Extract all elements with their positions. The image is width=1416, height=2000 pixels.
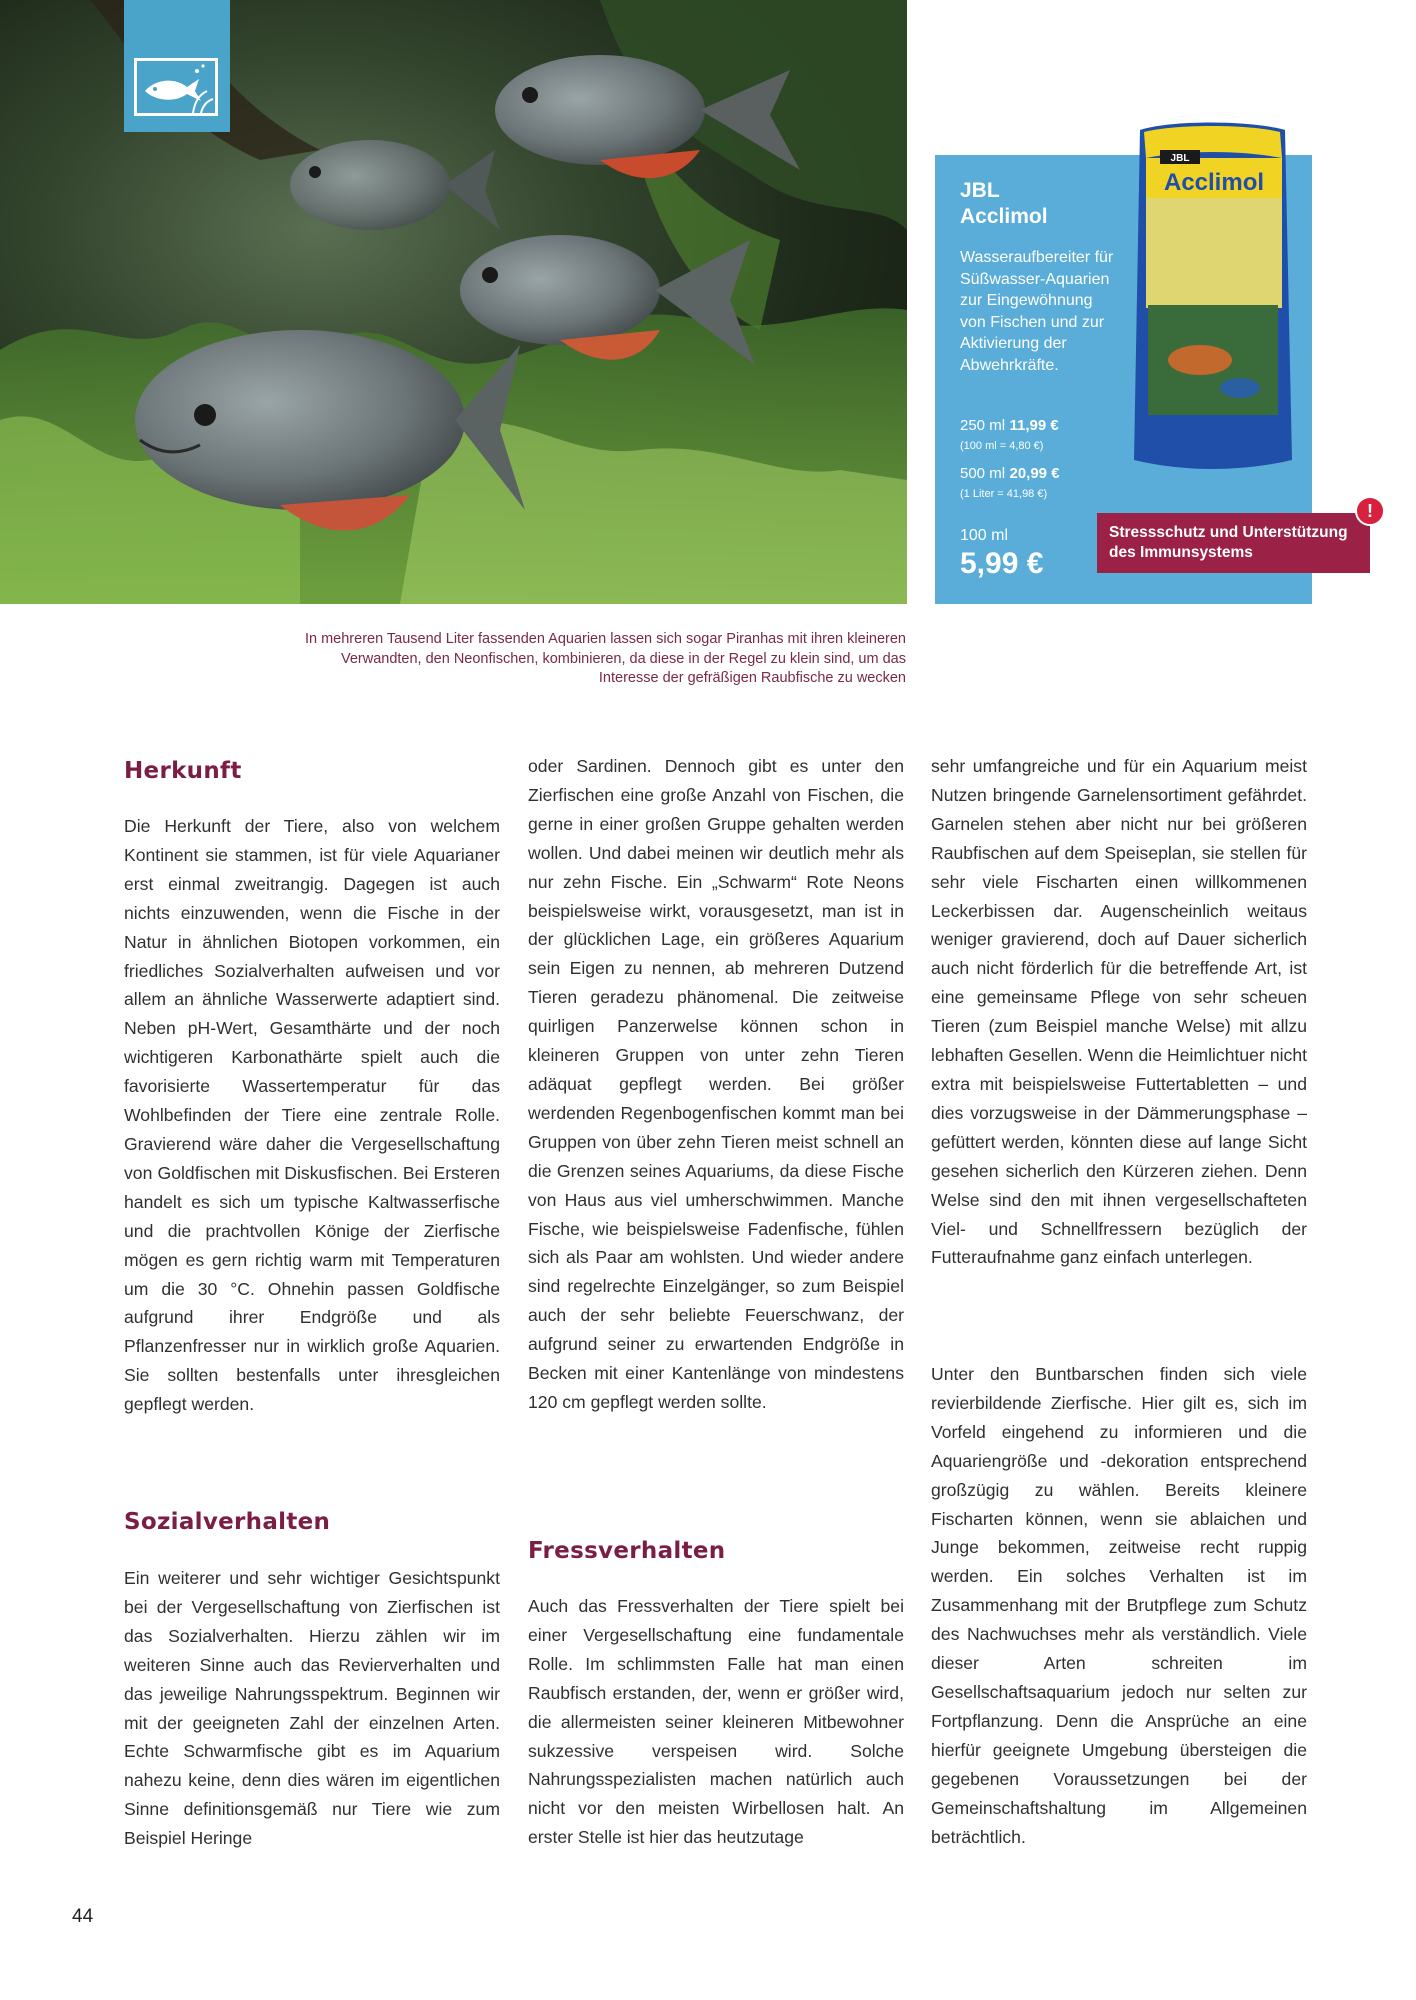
product-name: Acclimol	[960, 205, 1048, 228]
featured-price: 5,99 €	[960, 547, 1044, 580]
callout-text: Stressschutz und Unterstützung des Immunsystems	[1109, 524, 1348, 561]
bottle-brand: JBL	[1170, 153, 1190, 164]
callout-banner	[1097, 513, 1370, 573]
product-brand: JBL	[960, 179, 1000, 202]
price-size: 500 ml	[960, 465, 1006, 482]
product-bottle	[1130, 120, 1295, 470]
paragraph: Auch das Fressverhalten der Tiere spielt bei einer Vergesellschaftung eine fundamentale Rolle. Im schlimmsten Falle hat man einen Raubfisch erstanden, der, wenn er größer wird, die allermeisten seiner kleineren Mitbewohner sukzessive verspeisen wird. Solche Nahrungsspezialisten machen natürlich auch nicht vor den meisten Wirbellosen halt. An erster Stelle ist hier das heutzutage	[528, 1596, 904, 1848]
photo-caption: In mehreren Tausend Liter fassenden Aquarien lassen sich sogar Piranhas mit ihren kleineren Verwandten, den Neonfischen, kombinieren, da diese in der Regel zu klein sind, um das Interesse der gefräßigen Raubfische zu wecken	[304, 631, 906, 686]
paragraph: Ein weiterer und sehr wichtiger Gesichtspunkt bei der Vergesellschaftung von Zierfischen ist das Sozialverhalten. Hierzu zählen wir im weiteren Sinne auch das Revierverhalten und das jeweilige Nahrungsspektrum. Beginnen wir mit der geeigneten Zahl der einzelnen Arten. Echte Schwarmfische gibt es im Aquarium nahezu keine, denn dies wären im eigentlichen Sinne definitionsgemäß nur Tiere wie zum Beispiel Heringe	[124, 1568, 500, 1849]
fish-frame	[134, 58, 218, 116]
price-value: 20,99 €	[1009, 465, 1060, 482]
column-1-text-b	[124, 1564, 500, 1853]
heading-herkunft: Herkunft	[124, 758, 242, 784]
page-number: 44	[72, 1906, 94, 1927]
paragraph: Die Herkunft der Tiere, also von welchem Kontinent sie stammen, ist für viele Aquarianer erst einmal zweitrangig. Dagegen ist auch nichts einzuwenden, wenn die Fische in der Natur in ähnlichen Biotopen vorkommen, ein friedliches Sozialverhalten aufweisen und vor allem an ähnliche Wasserwerte adaptiert sind. Neben pH-Wert, Gesamthärte und der noch wichtigeren Karbonathärte spielt auch die favorisierte Wassertemperatur für das Wohlbefinden der Tiere eine zentrale Rolle. Gravierend wäre daher die Vergesellschaftung von Goldfischen mit Diskusfischen. Bei Ersteren handelt es sich um typische Kaltwasserfische und die prachtvollen Könige der Zierfische mögen es gern richtig warm mit Temperaturen um die 30 °C. Ohnehin passen Goldfische aufgrund ihrer Endgröße und als Pflanzenfresser nur in wirklich große Aquarien. Sie sollten bestenfalls unter ihresgleichen gepflegt werden.	[124, 816, 500, 1415]
heading-fressverhalten: Fressverhalten	[528, 1538, 726, 1564]
column-3-text-b	[931, 1360, 1307, 1851]
product-description: Wasseraufbereiter für Süßwasser-Aquarien zur Eingewöhnung von Fischen und zur Aktivierung der Abwehrkräfte.	[960, 249, 1114, 374]
paragraph: Unter den Buntbarschen finden sich viele revierbildende Zierfische. Hier gilt es, sich im Vorfeld eingehend zu informieren und die Aquariengröße und -dekoration entsprechend großzügig zu wählen. Bereits kleinere Fischarten können, wenn sie ablaichen und Junge bekommen, zeitweise recht ruppig werden. Ein solches Verhalten ist im Zusammenhang mit der Brutpflege zum Schutz des Nachwuchses mehr als verständlich. Viele dieser Arten schreiten im Gesellschaftsaquarium jedoch nur selten zur Fortpflanzung. Denn die Ansprüche an eine hierfür geeignete Umgebung übersteigen die gegebenen Voraussetzungen bei der Gemeinschaftshaltung im Allgemeinen beträchtlich.	[931, 1364, 1307, 1847]
featured-size: 100 ml	[960, 527, 1009, 544]
column-2-text-a	[528, 752, 904, 1417]
fish-icon	[137, 61, 215, 113]
column-1-text-a	[124, 812, 500, 1419]
price-row	[960, 417, 1059, 435]
price-unit: (1 Liter = 41,98 €)	[960, 488, 1048, 500]
paragraph: sehr umfangreiche und für ein Aquarium meist Nutzen bringende Garnelensortiment gefährdet. Garnelen stehen aber nicht nur bei größeren Raubfischen auf dem Speiseplan, sie stellen für sehr viele Fischarten einen willkommenen Leckerbissen dar. Augenscheinlich weitaus weniger gravierend, doch auf Dauer sicherlich auch nicht förderlich für die betreffende Art, ist eine gemeinsame Pflege von sehr scheuen Tieren (zum Beispiel manche Welse) mit allzu lebhaften Gesellen. Wenn die Heimlichtuer nicht extra mit beispielsweise Futtertabletten – und dies vorzugsweise in der Dämmerungsphase – gefüttert werden, könnten diese auf lange Sicht gesehen sicherlich den Kürzeren ziehen. Denn Welse sind den mit ihnen vergesellschafteten Viel- und Schnellfressern bezüglich der Futteraufnahme ganz einfach unterlegen.	[931, 756, 1307, 1268]
bottle-name: Acclimol	[1163, 169, 1265, 196]
heading-sozialverhalten: Sozialverhalten	[124, 1509, 331, 1535]
column-2-text-b	[528, 1592, 904, 1852]
price-size: 250 ml	[960, 417, 1006, 434]
fish-category-badge	[124, 0, 230, 132]
price-value: 11,99 €	[1009, 417, 1059, 434]
price-unit: (100 ml = 4,80 €)	[960, 440, 1044, 452]
price-row	[960, 465, 1060, 483]
paragraph: oder Sardinen. Dennoch gibt es unter den Zierfischen eine große Anzahl von Fischen, die gerne in einer großen Gruppe gehalten werden wollen. Und dabei meinen wir deutlich mehr als nur zehn Fische. Ein „Schwarm“ Rote Neons beispielsweise wirkt, vorausgesetzt, man ist in der glücklichen Lage, ein größeres Aquarium sein Eigen zu nennen, ab mehreren Dutzend Tieren geradezu phänomenal. Die zeitweise quirligen Panzerwelse können schon in kleineren Gruppen von unter zehn Tieren adäquat gepflegt werden. Bei größer werdenden Regenbogenfischen kommt man bei Gruppen von über zehn Tieren meist schnell an die Grenzen seines Aquariums, da diese Fische von Haus aus viel umherschwimmen. Manche Fische, wie beispielsweise Fadenfische, fühlen sich als Paar am wohlsten. Und wieder andere sind regelrechte Einzelgänger, so zum Beispiel auch der sehr beliebte Feuerschwanz, der aufgrund seiner zu erwartenden Endgröße in Becken mit einer Kantenlänge von mindestens 120 cm gepflegt werden sollte.	[528, 756, 904, 1412]
column-3-text-a	[931, 752, 1307, 1272]
piranha-fish	[290, 140, 500, 230]
alert-icon: !	[1355, 496, 1385, 526]
